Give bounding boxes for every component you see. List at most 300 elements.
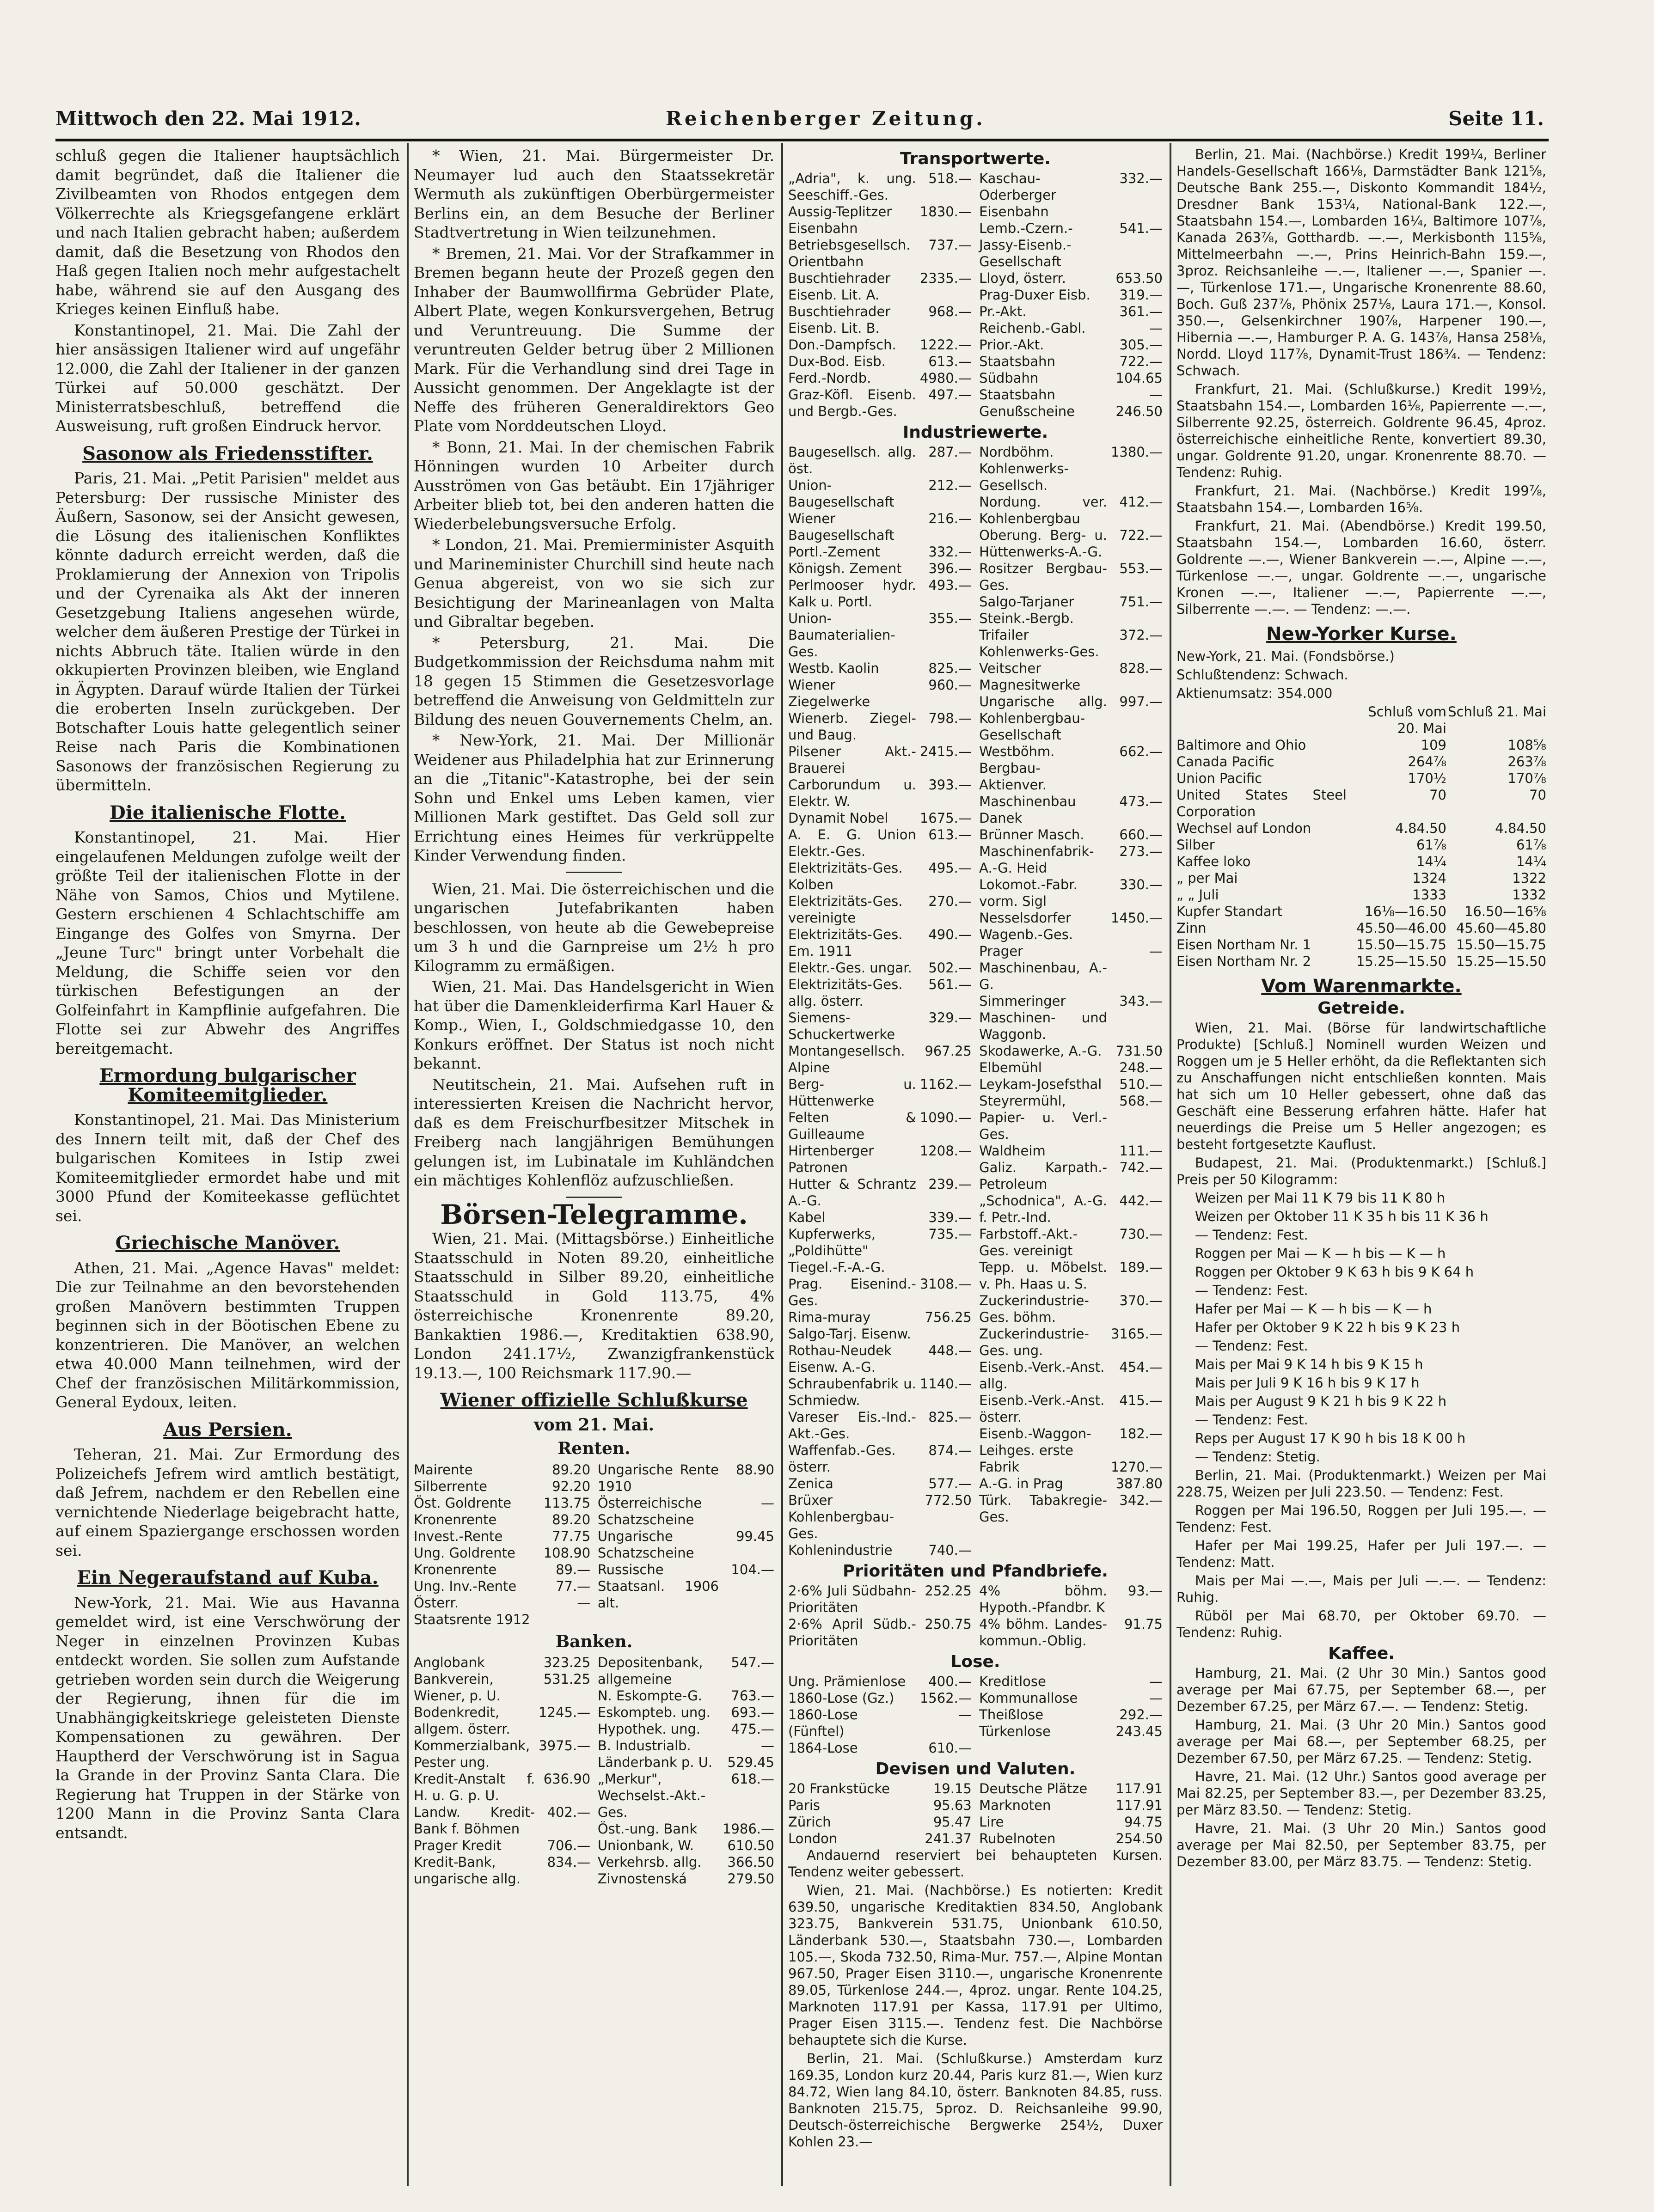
row-label: Landw. Kredit-Bank f. Böhmen (414, 1804, 535, 1837)
prioritaeten-table (788, 1583, 1163, 1649)
quote-cell: United States Steel Corporation (1176, 787, 1347, 819)
table-row (979, 1492, 1163, 1525)
row-label: Zuckerindustrie-Ges. böhm. (979, 1293, 1089, 1325)
market-report: Frankfurt, 21. Mai. (Schlußkurse.) Kredit 199½, Staatsbahn 154.—, Lombarden 16⅛, Papierrente —.—, Silberrente 92.25, österreich. Goldrente 96.45, 4proz. österreichische einheitliche Rente, konvertiert 89.30, ungar. Goldrente 91.20, ungar. Kronenrente 88.70. — Tendenz: Ruhig. (1176, 381, 1546, 480)
row-value: 660.— (1119, 827, 1163, 843)
row-value: 387.80 (1115, 1476, 1163, 1491)
row-value: 828.— (1119, 660, 1163, 676)
row-label: Kredit-Bank, ungarische allg. (414, 1854, 521, 1887)
table-row (414, 1654, 590, 1671)
row-value: 305.— (1119, 337, 1163, 353)
row-label: Österreichische Schatzscheine (597, 1495, 702, 1528)
column-divider (407, 143, 409, 2186)
row-label: Brüxer Kohlenbergbau-Ges. (788, 1492, 894, 1541)
table-row (788, 303, 972, 336)
quote-cell: Schluß 21. Mai (1448, 704, 1546, 720)
row-value: 396.— (928, 561, 972, 576)
row-label: Pr.-Akt. (979, 304, 1027, 319)
quote-cell: Baltimore and Ohio (1176, 737, 1306, 753)
row-label: 2·6% April Südb.-Prioritäten (788, 1616, 916, 1649)
table-row (979, 1583, 1163, 1616)
industrie-left (788, 444, 972, 1558)
row-value: — (1149, 1690, 1163, 1706)
row-value: 874.— (928, 1442, 972, 1458)
quote-cell: Zinn (1176, 920, 1207, 936)
row-value: 772.50 (925, 1492, 972, 1508)
price-line: Weizen per Oktober 11 K 35 h bis 11 K 36 h (1195, 1209, 1489, 1224)
row-label: Prior.-Akt. (979, 337, 1044, 353)
price-line: Hafer per Mai 199.25, Hafer per Juli 197.—. — Tendenz: Matt. (1176, 1538, 1546, 1570)
row-label: Öst.-ung. Bank (597, 1821, 698, 1837)
table-row (414, 1737, 590, 1771)
quote-cell: „ per Mai (1176, 870, 1238, 886)
price-line: Roggen per Mai 196.50, Roggen per Juli 195.—. — Tendenz: Fest. (1176, 1503, 1546, 1535)
table-row (788, 270, 972, 303)
table-row (979, 627, 1163, 660)
table-row (979, 1797, 1163, 1814)
row-value: 618.— (731, 1771, 774, 1787)
row-label: Eisenb.-Waggon-Leihges. erste (979, 1426, 1091, 1458)
table-row (979, 560, 1163, 593)
row-value: 89.20 (552, 1511, 591, 1528)
quote-cell: 1333 (1412, 887, 1446, 903)
transport-table (788, 170, 1163, 420)
quote-cell: 14¼ (1416, 854, 1446, 869)
table-row (788, 477, 972, 510)
row-value: 393.— (928, 777, 972, 793)
table-row (598, 1771, 774, 1821)
table-row (979, 1326, 1163, 1359)
row-label: Kommerzialbank, Pester ung. (414, 1738, 530, 1770)
table-row (1176, 936, 1546, 953)
row-value: 2415.— (919, 744, 972, 759)
table-row (788, 577, 972, 610)
table-row (1176, 903, 1546, 920)
row-label: Prag. Eisenind.-Ges. (788, 1276, 916, 1308)
row-value: 825.— (928, 660, 972, 676)
row-value: 997.— (1119, 694, 1163, 709)
market-report: Havre, 21. Mai. (3 Uhr 20 Min.) Santos good average per Mai 82.50, per September 83.75, per Dezember 83.00, per März 83.75. — Tendenz: Stetig. (1176, 1821, 1546, 1870)
subheading-industrie: Industriewerte. (902, 423, 1048, 442)
row-value: 1986.— (722, 1821, 774, 1837)
row-value: 88.90 (735, 1461, 774, 1478)
row-label: 1860-Lose (Gz.) (788, 1690, 894, 1706)
renten-table (414, 1461, 774, 1628)
row-value: 960.— (928, 677, 972, 693)
table-row (979, 1673, 1163, 1690)
quote-cell: Silber (1176, 837, 1215, 853)
quote-cell: Union Pacific (1176, 770, 1262, 786)
quote-cell: 15.50—15.75 (1456, 937, 1546, 953)
row-value: 825.— (928, 1409, 972, 1425)
table-row (788, 1176, 972, 1209)
row-value: 473.— (1119, 794, 1163, 809)
row-label: Invest.-Rente (414, 1528, 503, 1544)
article-heading: Aus Persien. (163, 1418, 292, 1441)
row-label: Kreditlose (979, 1674, 1046, 1689)
market-report: Wien, 21. Mai. (Börse für landwirtschaftliche Produkte) [Schluß.] Nominell wurden Weizen und Roggen um je 5 Heller erhöht, da die Reflektanten sich zu Anschaffungen nicht entschließen konnten. Mais hat sich um 10 Heller gebessert, ohne daß das Geschäft eine Besserung erfahren hätte. Hafer hat neuerdings die Preise um 5 Heller angezogen; es besteht fortgesetzte Kauflust. (1176, 1020, 1546, 1152)
table-row (979, 527, 1163, 560)
table-row (979, 1226, 1163, 1259)
row-label: Rubelnoten (979, 1831, 1056, 1846)
table-row (414, 1561, 590, 1578)
row-value: 1270.— (1110, 1459, 1163, 1475)
row-label: Lloyd, österr. (979, 270, 1066, 286)
table-row (788, 370, 972, 386)
quote-cell: 1332 (1512, 887, 1546, 903)
news-item: Neutitschein, 21. Mai. Aufsehen ruft in interessierten Kreisen die Nachricht hervor, daß es dem Freischurfbesitzer Mitschek in Freiberg nach langjährigen Bemühungen gelungen ist, im Lubinatale im Kuhländchen ein mächtiges Kohlenflöz aufzuschließen. (414, 1075, 774, 1189)
section-heading-warenmarkt: Vom Warenmarkte. (1261, 976, 1462, 997)
table-row (598, 1687, 774, 1704)
table-row (598, 1854, 774, 1870)
row-label: Elbemühl (979, 1060, 1042, 1075)
table-row (979, 170, 1163, 220)
row-value: 1380.— (1110, 444, 1163, 460)
table-row (788, 386, 972, 420)
row-value: 91.75 (1124, 1616, 1163, 1632)
row-label: Waldheim (979, 1143, 1046, 1159)
table-row (979, 386, 1163, 403)
table-row (979, 403, 1163, 420)
row-value: 329.— (928, 1010, 972, 1026)
subheading-transport: Transportwerte. (900, 149, 1051, 168)
table-row (979, 660, 1163, 693)
market-report: Andauernd reserviert bei behaupteten Kursen. Tendenz weiter gebessert. (788, 1847, 1163, 1880)
price-line: — Tendenz: Fest. (1195, 1412, 1308, 1428)
row-label: Eisenb.-Verk.-Anst. allg. (979, 1359, 1105, 1392)
row-value: 510.— (1119, 1076, 1163, 1092)
table-row (788, 860, 972, 893)
row-value: 89.— (556, 1561, 591, 1577)
row-label: Skodawerke, A.-G. (979, 1043, 1102, 1059)
price-line: Mais per Mai —.—, Mais per Juli —.—. — Tendenz: Ruhig. (1176, 1573, 1546, 1605)
row-value: 319.— (1119, 287, 1163, 303)
prio-left (788, 1583, 972, 1649)
news-item: * Bremen, 21. Mai. Vor der Strafkammer in Bremen begann heute der Prozeß gegen den Inhaber der Baumwollfirma Gebrüder Plate, Albert Plate, wegen Konkursvergehen, Betrug und Veruntreuung. Die Summe der veruntreuten Gelder betrug über 2 Millionen Mark. Für die Verhandlung sind drei Tage in Aussicht genommen. Der Angeklagte ist der Neffe des früheren Generaldirektors Geo Plate vom Norddeutschen Lloyd. (414, 244, 774, 435)
section-heading-schlusskurse: Wiener offizielle Schlußkurse (440, 1389, 748, 1411)
table-row (788, 336, 972, 353)
row-value: 113.75 (543, 1495, 591, 1511)
row-label: Ungarische allg. Kohlenbergbau-Gesellschaft (979, 694, 1107, 743)
table-row (979, 843, 1163, 876)
header-page-number: Seite 11. (1448, 107, 1544, 130)
table-row (1176, 853, 1546, 870)
table-row (788, 810, 972, 826)
table-row (1176, 870, 1546, 886)
row-label: Dynamit Nobel (788, 810, 888, 826)
row-value: 372.— (1119, 627, 1163, 643)
row-label: Wiener Baugesellschaft (788, 511, 894, 543)
row-label: Elektrizitäts-Ges. Kolben (788, 860, 903, 892)
row-value: 610.50 (727, 1838, 774, 1853)
table-row (598, 1837, 774, 1854)
row-value: 94.75 (1124, 1814, 1163, 1830)
row-label: Pilsener Akt.-Brauerei (788, 744, 916, 776)
row-value: 547.— (731, 1655, 774, 1670)
table-row (979, 1814, 1163, 1830)
row-label: Wienerb. Ziegel- und Baug. (788, 710, 916, 743)
row-label: Oberung. Berg- u. Hüttenwerks-A.-G. (979, 527, 1107, 560)
row-value: 361.— (1119, 304, 1163, 319)
row-label: Waffenfab.-Ges. österr. (788, 1442, 896, 1475)
row-value: 343.— (1119, 993, 1163, 1009)
table-row (979, 1159, 1163, 1192)
subheading-getreide: Getreide. (1317, 999, 1405, 1018)
table-row (788, 1814, 972, 1830)
table-row (788, 1673, 972, 1690)
quote-cell: 15.50—15.75 (1356, 937, 1446, 953)
table-row (788, 1475, 972, 1492)
article-heading: Sasonow als Friedensstifter. (82, 442, 373, 464)
row-value: 111.— (1119, 1143, 1163, 1159)
table-row (788, 1226, 972, 1276)
news-item: * London, 21. Mai. Premierminister Asquith und Marineminister Churchill sind heute nach Genua abgereist, von wo sie sich zur Besichtigung der Marineanlagen von Malta und Gibraltar begeben. (414, 536, 774, 630)
table-row (979, 910, 1163, 943)
row-value: 763.— (731, 1688, 774, 1704)
row-value: 254.50 (1115, 1831, 1163, 1846)
article-heading: Die italienische Flotte. (110, 801, 346, 824)
price-line: Hafer per Mai — K — h bis — K — h (1195, 1301, 1432, 1317)
market-report: Berlin, 21. Mai. (Nachbörse.) Kredit 199¼, Berliner Handels-Gesellschaft 166⅛, Darmstädter Bank 121⅝, Deutsche Bank 255.—, Diskonto Kommandit 184½, Dresdner Bank 153¼, National-Bank 122.—, Staatsbahn 154.—, Lombarden 16¼, Baltimore 107⅞, Kanada 263⅞, Gotthardb. —.—, Merkisbonth 115⅝, Mittelmeerbahn —.—, Prins Heinrich-Bahn 159.—, 3proz. Reichsanleihe —.—, Italiener —.—, Spanier —.—, Türkenlose 171.—, Ungarische Kronenrente 88.60, Boch. Guß 237⅞, Phönix 257⅛, Laura 171.—, Konsol. 350.—, Gelsenkirchner 190⅞, Harpener 190.—, Hibernia —.—, Hamburger P. A. G. 143⅞, Hansa 258⅛, Nordd. Lloyd 117⅞, Dynamit-Trust 186¾. — Tendenz: Schwach. (1176, 147, 1546, 379)
news-item: Wien, 21. Mai. Das Handelsgericht in Wien hat über die Damenkleiderfirma Karl Hauer & Komp., Wien, I., Goldschmiedgasse 10, den Konkurs eröffnet. Der Status ist noch nicht bekannt. (414, 978, 774, 1072)
table-row (788, 1309, 972, 1342)
market-report: Frankfurt, 21. Mai. (Abendbörse.) Kredit 199.50, Staatsbahn 154.—, Lombarden 16.60, österr. Goldrente —.—, Wiener Bankverein —.—, Alpine —.—, Türkenlose —.—, ungar. Goldrente —.—, ungarische Kronen —.—, Italiener —.—, Papierrente —.—, Silberrente —.—. — Tendenz: —.—. (1176, 518, 1546, 617)
column-1 (55, 146, 400, 2180)
industrie-right (979, 444, 1163, 1558)
table-row (414, 1804, 590, 1837)
row-value: 95.63 (933, 1797, 972, 1813)
table-row (979, 693, 1163, 743)
row-label: Elektrizitäts-Ges. allg. österr. (788, 977, 903, 1009)
news-item: * Petersburg, 21. Mai. Die Budgetkommission der Reichsduma nahm mit 18 gegen 15 Stimmen die Gesetzesvorlage betreffend die Anweisung von Geldmitteln zur Bildung des neuen Gouvernements Chelm, an. (414, 633, 774, 728)
row-label: Buschtiehrader Eisenb. Lit. A. (788, 270, 891, 303)
table-row (598, 1821, 774, 1837)
row-label: Buschtiehrader Eisenb. Lit. B. (788, 304, 891, 336)
row-label: Hutter & Schrantz A.-G. (788, 1176, 916, 1209)
row-value: 104.— (731, 1561, 774, 1577)
row-value: 737.— (928, 237, 972, 253)
table-row (979, 494, 1163, 527)
row-label: Öst. Goldrente (414, 1495, 512, 1511)
table-row (979, 1690, 1163, 1706)
market-report: Berlin, 21. Mai. (Schlußkurse.) Amsterdam kurz 169.35, London kurz 20.44, Paris kurz 81.—, Wien kurz 84.72, Wien lang 84.10, österr. Banknoten 84.85, russ. Banknoten 215.75, 5proz. D. Reichsanleihe 99.90, Deutsch-österreichische Bergwerke 254½, Duxer Kohlen 23.— (788, 2051, 1163, 2150)
article-paragraph: schluß gegen die Italiener hauptsächlich damit begründet, daß die Italiener die Zivilbeamten von Rhodos entgegen dem Völkerrechte als Kriegsgefangene erklärt und nach Italien gebracht haben; außerdem damit, daß die Besetzung von Rhodos den Haß gegen Italien noch mehr aufgestachelt habe, während sie auf den Ausgang des Krieges keinen Einfluß habe. (55, 147, 400, 318)
table-row (788, 560, 972, 577)
table-row (788, 826, 972, 860)
row-value: 355.— (928, 611, 972, 626)
table-row (979, 793, 1163, 826)
article-heading: Ein Negeraufstand auf Kuba. (77, 1567, 379, 1589)
news-item: Wien, 21. Mai. Die österreichischen und die ungarischen Jutefabrikanten haben beschlossen, von heute ab die Gewebepreise um 3 h und die Garnpreise um 2½ h pro Kilogramm zu ermäßigen. (414, 880, 774, 975)
table-row (979, 876, 1163, 910)
row-value: 518.— (928, 171, 972, 186)
table-row (979, 336, 1163, 353)
quotes-header (1176, 703, 1546, 737)
price-line: Roggen per Mai — K — h bis — K — h (1195, 1246, 1446, 1261)
subheading-date: vom 21. Mai. (533, 1415, 655, 1435)
row-label: Fabrik (979, 1459, 1020, 1475)
table-row (788, 1276, 972, 1309)
row-value: 653.50 (1115, 270, 1163, 286)
row-label: Prager Maschinenbau, A.-G. (979, 943, 1107, 992)
row-label: Bodenkredit, allgem. österr. (414, 1705, 510, 1737)
row-value: 239.— (928, 1176, 972, 1192)
row-value: 273.— (1119, 843, 1163, 859)
row-value: 613.— (928, 827, 972, 843)
table-row (788, 1043, 972, 1076)
row-label: Kohlenindustrie (788, 1542, 893, 1558)
table-row (414, 1854, 590, 1887)
row-label: Veitscher Magnesitwerke (979, 660, 1081, 693)
table-row (979, 1059, 1163, 1076)
table-row (979, 1780, 1163, 1797)
row-value: 834.— (547, 1854, 591, 1870)
row-label: Ungarische Schatzscheine (597, 1528, 694, 1561)
row-label: Bankverein, Wiener, p. U. (414, 1671, 501, 1704)
row-label: Prag-Duxer Eisb. (979, 287, 1090, 303)
row-label: Lokomot.-Fabr. vorm. Sigl (979, 877, 1078, 909)
table-row (788, 1830, 972, 1847)
row-label: Baugesellsch. allg. öst. (788, 444, 916, 477)
table-row (1176, 886, 1546, 903)
row-value: 19.15 (933, 1781, 972, 1796)
table-row (1176, 820, 1546, 837)
article-paragraph: Konstantinopel, 21. Mai. Die Zahl der hier ansässigen Italiener wird auf ungefähr 12.000, die Zahl der Italiener in der ganzen Türkei auf 50.000 geschätzt. Der Ministerratsbeschluß, betreffend die Ausweisung, ruft großen Eindruck hervor. (55, 321, 400, 435)
industrie-table (788, 444, 1163, 1558)
table-row (788, 170, 972, 203)
table-row (788, 203, 972, 237)
table-row (979, 270, 1163, 287)
news-item: * New-York, 21. Mai. Der Millionär Weidener aus Philadelphia hat zur Erinnerung an die „Titanic"-Katastrophe, bei der sein Sohn und Enkel ums Leben kamen, vier Millionen Mark gestiftet. Das Geld soll zur Errichtung eines Heimes für verkrüppelte Kinder Verwendung finden. (414, 731, 774, 864)
quote-cell: 45.50—46.00 (1356, 920, 1446, 936)
row-label: Union-Baugesellschaft (788, 477, 894, 510)
table-row (788, 1209, 972, 1226)
table-row (979, 743, 1163, 793)
row-label: Reichenb.-Gabl. (979, 320, 1086, 336)
row-label: Salgo-Tarjaner Steink.-Bergb. (979, 594, 1074, 626)
row-label: Elektrizitäts-Ges. Em. 1911 (788, 927, 903, 959)
table-row (979, 1830, 1163, 1847)
row-label: Verkehrsb. allg. (597, 1854, 702, 1870)
row-label: Ung. Prämienlose (788, 1674, 906, 1689)
row-value: 613.— (928, 354, 972, 369)
row-value: 735.— (928, 1226, 972, 1242)
table-row (788, 1797, 972, 1814)
newyork-quotes-table (1176, 703, 1546, 970)
table-row (788, 710, 972, 743)
quote-cell: Eisen Northam Nr. 1 (1176, 937, 1311, 953)
devisen-right (979, 1780, 1163, 1847)
row-label: Rothau-Neudek Eisenw. A.-G. (788, 1343, 892, 1375)
table-row (979, 1043, 1163, 1059)
row-value: 2335.— (919, 270, 972, 286)
row-label: Kommunallose (979, 1690, 1078, 1706)
row-value: 3108.— (919, 1276, 972, 1292)
row-value: 415.— (1119, 1393, 1163, 1408)
row-label: Rositzer Bergbau-Ges. (979, 561, 1107, 593)
row-label: Russische Staatsanl. 1906 alt. (597, 1561, 719, 1611)
berlin-prices (1176, 1502, 1546, 1641)
table-row (788, 1342, 972, 1375)
column-2 (414, 146, 774, 2180)
quote-cell: 15.25—15.50 (1456, 953, 1546, 969)
row-label: Tepp. u. Möbelst. v. Ph. Haas u. S. (979, 1259, 1107, 1292)
row-value: 493.— (928, 577, 972, 593)
quote-cell: 4.84.50 (1495, 820, 1546, 836)
row-label: „Schodnica", A.-G. f. Petr.-Ind. (979, 1193, 1107, 1225)
row-value: 92.20 (552, 1478, 591, 1494)
table-row (979, 593, 1163, 627)
row-value: 292.— (1119, 1707, 1163, 1723)
row-value: 1562.— (919, 1690, 972, 1706)
newyork-tendency: Schlußtendenz: Schwach. (1176, 667, 1348, 683)
row-label: Genußscheine (979, 403, 1075, 419)
quote-cell: 70 (1429, 787, 1446, 803)
table-row (979, 444, 1163, 494)
row-label: Elektrizitäts-Ges. vereinigte (788, 893, 903, 926)
row-value: 400.— (928, 1674, 972, 1689)
row-label: Königsh. Zement (788, 561, 902, 576)
market-report: Hamburg, 21. Mai. (2 Uhr 30 Min.) Santos good average per Mai 67.75, per September 68.—, per Dezember 67.25, per März 67.—. — Tendenz: Stetig. (1176, 1665, 1546, 1714)
row-label: Silberrente (414, 1478, 487, 1494)
row-label: Simmeringer Maschinen- und Waggonb. (979, 993, 1107, 1042)
row-label: A.-G. in Prag (979, 1476, 1063, 1491)
table-row (979, 353, 1163, 370)
table-row (979, 1359, 1163, 1392)
row-value: — (761, 1738, 774, 1754)
row-value: 366.50 (727, 1854, 774, 1870)
quote-cell: 4.84.50 (1395, 820, 1446, 836)
row-value: 77.75 (552, 1528, 591, 1544)
row-label: Türk. Tabakregie-Ges. (979, 1492, 1107, 1525)
column-divider (781, 143, 783, 2186)
row-label: Kronenrente (414, 1511, 497, 1528)
table-row (598, 1528, 774, 1561)
newyork-intro: New-York, 21. Mai. (Fondsbörse.) (1176, 648, 1395, 664)
transport-right (979, 170, 1163, 420)
lose-left (788, 1673, 972, 1756)
article-heading: Griechische Manöver. (115, 1232, 340, 1254)
table-row (979, 1459, 1163, 1475)
quote-cell (1176, 703, 1347, 737)
quote-cell: „ „ Juli (1176, 887, 1219, 903)
table-row (979, 1425, 1163, 1459)
table-row (788, 976, 972, 1009)
newyork-volume: Aktienumsatz: 354.000 (1176, 685, 1333, 701)
table-row (788, 1740, 972, 1756)
row-label: Aussig-Teplitzer Eisenbahn (788, 204, 892, 236)
table-row (979, 1475, 1163, 1492)
quote-cell: Kupfer Standart (1176, 904, 1282, 919)
article-heading: Ermordung bulgarischer Komiteemitglieder. (99, 1065, 356, 1106)
table-row (788, 743, 972, 776)
row-value: 751.— (1119, 594, 1163, 610)
table-row (788, 1442, 972, 1475)
row-label: Vareser Eis.-Ind.-Akt.-Ges. (788, 1409, 916, 1442)
row-value: 99.45 (735, 1528, 774, 1544)
table-row (788, 1076, 972, 1109)
quote-cell: 109 (1421, 737, 1446, 753)
header-date: Mittwoch den 22. Mai 1912. (55, 107, 361, 130)
row-label: Anglobank (414, 1655, 485, 1670)
row-value: 332.— (1119, 171, 1163, 186)
row-value: 250.75 (925, 1616, 972, 1632)
row-value: 332.— (928, 544, 972, 560)
price-line: Mais per Mai 9 K 14 h bis 9 K 15 h (1195, 1357, 1423, 1372)
row-label: Portl.-Zement (788, 544, 880, 560)
table-row (1176, 920, 1546, 936)
article-paragraph: New-York, 21. Mai. Wie aus Havanna gemeldet wird, ist eine Verschwörung der Neger in einzelnen Provinzen Kubas entdeckt worden. Sie sollen zum Aufstande getrieben worden sein durch die Weigerung der Regierung, ihnen für die im Unabhängigkeitskriege geleisteten Dienste Kompensationen zu gewähren. Der Hauptherd der Verschwörung ist in Sagua la Grande in der Provinz Santa Clara. Die Regierung hat Truppen in der Stärke von 1200 Mann in die Provinz Santa Clara entsandt. (55, 1593, 400, 1842)
